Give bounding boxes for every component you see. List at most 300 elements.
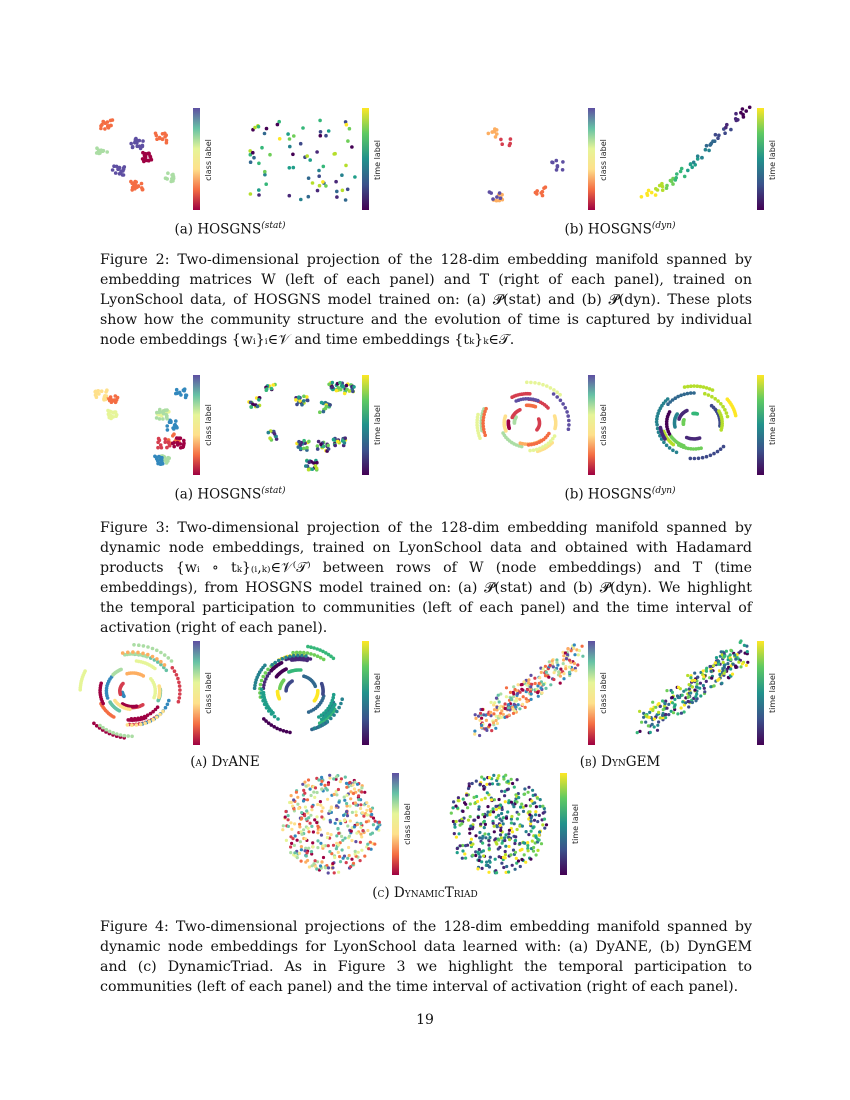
scatter-point <box>174 419 178 423</box>
scatter-point <box>317 169 321 173</box>
scatter-point <box>130 723 134 727</box>
scatter-point <box>717 134 721 138</box>
scatter-point <box>313 653 317 657</box>
scatter-point <box>366 829 369 832</box>
scatter-point <box>141 652 145 656</box>
scatter-point <box>154 132 158 136</box>
scatter-point <box>541 691 544 694</box>
scatter-point <box>307 827 310 830</box>
scatter-point <box>113 410 117 414</box>
scatter-point <box>262 717 266 721</box>
scatter-point <box>350 858 353 861</box>
scatter-point <box>350 145 354 149</box>
scatter-point <box>146 653 150 657</box>
scatter-point <box>282 824 285 827</box>
scatter-point <box>549 683 552 686</box>
scatter-point <box>342 857 345 860</box>
scatter-point <box>499 833 502 836</box>
scatter-point <box>104 390 108 394</box>
scatter-point <box>544 687 547 690</box>
scatter-point <box>721 405 725 409</box>
scatter-point <box>346 139 350 143</box>
scatter-point <box>328 850 331 853</box>
time-colorbar <box>757 108 764 210</box>
scatter-point <box>705 670 708 673</box>
scatter-point <box>299 142 303 146</box>
scatter-point <box>273 432 277 436</box>
scatter-point <box>340 697 344 701</box>
fig3-subcaption-b-text: (b) HOSGNS <box>564 486 652 503</box>
scatter-point <box>565 410 569 414</box>
scatter-plot <box>93 387 188 466</box>
scatter-point <box>320 834 323 837</box>
scatter-point <box>289 845 292 848</box>
scatter-point <box>332 657 336 661</box>
scatter-point <box>488 190 492 194</box>
scatter-point <box>490 701 493 704</box>
scatter-point <box>328 403 332 407</box>
scatter-point <box>502 866 505 869</box>
scatter-point <box>265 387 269 391</box>
scatter-point <box>532 448 536 452</box>
scatter-point <box>511 830 514 833</box>
fig4-caption-label: Figure 4: <box>100 919 169 935</box>
scatter-point <box>339 780 342 783</box>
scatter-point <box>479 823 482 826</box>
scatter-point <box>339 860 342 863</box>
scatter-point <box>309 657 313 661</box>
fig4-subcaption-c-text: (c) DynamicTriad <box>372 885 478 901</box>
scatter-point <box>533 819 536 822</box>
scatter-point <box>151 647 155 651</box>
scatter-point <box>725 411 729 415</box>
scatter-point <box>292 166 296 170</box>
scatter-point <box>322 658 326 662</box>
fig3b-svg <box>465 372 775 480</box>
scatter-point <box>300 848 303 851</box>
scatter-point <box>530 816 533 819</box>
scatter-point <box>683 385 687 389</box>
scatter-point <box>293 844 296 847</box>
scatter-point <box>464 844 467 847</box>
scatter-point <box>689 384 693 388</box>
scatter-point <box>509 697 512 700</box>
scatter-point <box>506 788 509 791</box>
scatter-point <box>361 811 364 814</box>
class-colorbar-label: class label <box>204 139 213 181</box>
class-colorbar <box>588 375 595 475</box>
scatter-point <box>297 445 301 449</box>
scatter-point <box>263 132 267 136</box>
scatter-point <box>545 823 548 826</box>
scatter-point <box>165 669 169 673</box>
scatter-point <box>353 175 357 179</box>
scatter-point <box>675 412 679 416</box>
scatter-point <box>523 853 526 856</box>
scatter-point <box>679 394 683 398</box>
scatter-point <box>157 455 161 459</box>
scatter-point <box>345 802 348 805</box>
scatter-point <box>667 703 670 706</box>
scatter-plot <box>655 384 738 460</box>
scatter-point <box>181 446 185 450</box>
scatter-point <box>151 718 155 722</box>
scatter-point <box>739 665 742 668</box>
scatter-point <box>559 675 562 678</box>
scatter-point <box>515 699 518 702</box>
scatter-point <box>290 794 293 797</box>
scatter-point <box>552 678 555 681</box>
scatter-point <box>524 706 527 709</box>
scatter-point <box>352 385 356 389</box>
scatter-point <box>343 799 346 802</box>
scatter-point <box>476 800 479 803</box>
scatter-point <box>686 674 689 677</box>
scatter-point <box>367 805 370 808</box>
scatter-point <box>722 445 726 449</box>
scatter-point <box>699 385 703 389</box>
scatter-point <box>165 141 169 145</box>
scatter-point <box>476 867 479 870</box>
scatter-point <box>101 726 105 730</box>
scatter-point <box>99 127 103 131</box>
scatter-point <box>308 158 312 162</box>
scatter-point <box>309 788 312 791</box>
scatter-point <box>519 865 522 868</box>
scatter-point <box>102 149 106 153</box>
scatter-point <box>559 668 562 671</box>
scatter-point <box>305 851 308 854</box>
scatter-point <box>355 814 358 817</box>
scatter-point <box>544 665 547 668</box>
scatter-point <box>331 381 335 385</box>
scatter-point <box>309 822 312 825</box>
scatter-point <box>717 678 720 681</box>
class-colorbar-label: class label <box>599 404 608 446</box>
scatter-point <box>333 856 336 859</box>
scatter-point <box>291 153 295 157</box>
scatter-point <box>505 695 508 698</box>
time-colorbar <box>362 108 369 210</box>
scatter-point <box>111 168 115 172</box>
scatter-point <box>332 777 335 780</box>
scatter-point <box>562 672 565 675</box>
scatter-point <box>152 696 156 700</box>
scatter-point <box>260 146 264 150</box>
scatter-point <box>134 138 138 142</box>
scatter-point <box>163 440 167 444</box>
scatter-plot <box>281 774 381 875</box>
class-colorbar-label: class label <box>204 404 213 446</box>
scatter-point <box>155 137 159 141</box>
scatter-point <box>105 150 109 154</box>
scatter-point <box>313 699 317 703</box>
scatter-point <box>473 796 476 799</box>
scatter-point <box>177 681 181 685</box>
scatter-point <box>453 832 456 835</box>
scatter-point <box>536 820 539 823</box>
fig4c-svg <box>270 770 580 880</box>
scatter-point <box>524 861 527 864</box>
scatter-point <box>703 687 706 690</box>
scatter-point <box>499 824 502 827</box>
scatter-point <box>135 723 139 727</box>
scatter-point <box>675 172 679 176</box>
scatter-point <box>148 154 152 158</box>
scatter-point <box>707 393 711 397</box>
scatter-point <box>520 848 523 851</box>
scatter-point <box>492 703 495 706</box>
scatter-point <box>694 695 697 698</box>
scatter-point <box>105 728 109 732</box>
scatter-point <box>257 162 261 166</box>
scatter-point <box>108 700 112 704</box>
scatter-point <box>519 441 523 445</box>
scatter-point <box>541 194 545 198</box>
scatter-point <box>106 125 110 129</box>
scatter-point <box>113 699 117 703</box>
scatter-point <box>467 819 470 822</box>
scatter-point <box>530 830 533 833</box>
scatter-point <box>538 834 541 837</box>
scatter-point <box>341 385 345 389</box>
scatter-point <box>335 834 338 837</box>
scatter-point <box>543 827 546 830</box>
fig2b-svg <box>465 105 775 217</box>
scatter-point <box>290 842 293 845</box>
scatter-point <box>492 712 495 715</box>
scatter-point <box>659 705 662 708</box>
scatter-point <box>692 391 696 395</box>
scatter-point <box>500 142 504 146</box>
scatter-point <box>507 706 510 709</box>
scatter-point <box>480 717 483 720</box>
scatter-point <box>478 805 481 808</box>
scatter-point <box>508 838 511 841</box>
scatter-point <box>334 180 338 184</box>
scatter-point <box>558 393 562 397</box>
fig2a-svg <box>70 105 380 217</box>
scatter-point <box>486 864 489 867</box>
scatter-point <box>157 437 161 441</box>
scatter-point <box>496 825 499 828</box>
scatter-point <box>495 871 498 874</box>
scatter-point <box>521 825 524 828</box>
scatter-point <box>111 731 115 735</box>
scatter-point <box>307 468 311 472</box>
scatter-point <box>666 397 670 401</box>
scatter-point <box>101 120 105 124</box>
scatter-point <box>458 819 461 822</box>
scatter-point <box>656 724 659 727</box>
scatter-point <box>527 849 530 852</box>
scatter-point <box>100 389 104 393</box>
fig3-panel-b-plot <box>465 372 775 480</box>
scatter-point <box>326 832 329 835</box>
scatter-point <box>319 864 322 867</box>
scatter-point <box>523 787 526 790</box>
scatter-point <box>266 668 270 672</box>
scatter-point <box>452 806 455 809</box>
scatter-point <box>320 401 324 405</box>
scatter-point <box>307 778 310 781</box>
scatter-point <box>686 385 690 389</box>
scatter-point <box>668 446 672 450</box>
scatter-point <box>693 672 696 675</box>
scatter-point <box>156 446 160 450</box>
scatter-point <box>499 138 503 142</box>
scatter-point <box>729 653 732 656</box>
scatter-point <box>515 857 518 860</box>
scatter-point <box>498 700 501 703</box>
scatter-point <box>354 840 357 843</box>
scatter-point <box>285 730 289 734</box>
scatter-point <box>716 399 720 403</box>
scatter-point <box>529 685 532 688</box>
scatter-point <box>284 667 288 671</box>
scatter-point <box>708 665 711 668</box>
scatter-point <box>450 812 453 815</box>
scatter-point <box>348 805 351 808</box>
scatter-point <box>286 132 290 136</box>
scatter-point <box>523 793 526 796</box>
scatter-point <box>331 386 335 390</box>
scatter-point <box>453 823 456 826</box>
scatter-point <box>346 814 349 817</box>
scatter-point <box>321 180 325 184</box>
scatter-point <box>366 813 369 816</box>
scatter-point <box>512 691 515 694</box>
scatter-point <box>478 734 481 737</box>
scatter-point <box>514 868 517 871</box>
scatter-point <box>346 857 349 860</box>
scatter-point <box>461 857 464 860</box>
scatter-point <box>545 671 548 674</box>
scatter-point <box>324 184 328 188</box>
scatter-point <box>472 819 475 822</box>
page-number: 19 <box>416 1012 434 1028</box>
scatter-point <box>262 683 266 687</box>
scatter-point <box>310 808 313 811</box>
scatter-point <box>320 788 323 791</box>
scatter-point <box>527 791 530 794</box>
scatter-point <box>510 815 513 818</box>
scatter-point <box>95 395 99 399</box>
time-colorbar-label: time label <box>373 140 382 180</box>
scatter-point <box>141 144 145 148</box>
scatter-point <box>680 706 683 709</box>
scatter-point <box>140 182 144 186</box>
fig4-panel-b-plot <box>465 638 775 750</box>
scatter-point <box>539 798 542 801</box>
scatter-point <box>723 655 726 658</box>
scatter-plot <box>640 106 752 199</box>
scatter-point <box>312 791 315 794</box>
scatter-point <box>664 716 667 719</box>
scatter-point <box>270 663 274 667</box>
scatter-point <box>313 726 317 730</box>
scatter-point <box>267 431 271 435</box>
fig2-subcaption-a <box>80 221 380 238</box>
scatter-point <box>701 456 705 460</box>
scatter-point <box>718 673 721 676</box>
scatter-point <box>482 416 486 420</box>
scatter-point <box>307 847 310 850</box>
scatter-point <box>493 830 496 833</box>
scatter-point <box>332 713 336 717</box>
scatter-point <box>371 832 374 835</box>
scatter-point <box>299 198 303 202</box>
scatter-point <box>542 812 545 815</box>
scatter-point <box>532 850 535 853</box>
scatter-point <box>483 832 486 835</box>
scatter-point <box>731 673 734 676</box>
scatter-point <box>285 839 288 842</box>
scatter-point <box>282 729 286 733</box>
scatter-point <box>354 850 357 853</box>
scatter-point <box>454 805 457 808</box>
scatter-point <box>496 783 499 786</box>
scatter-point <box>292 654 296 658</box>
scatter-point <box>542 667 545 670</box>
scatter-point <box>178 688 182 692</box>
scatter-point <box>302 799 305 802</box>
scatter-point <box>670 179 674 183</box>
scatter-point <box>685 436 689 440</box>
scatter-point <box>356 783 359 786</box>
scatter-point <box>148 720 152 724</box>
scatter-point <box>561 160 565 164</box>
scatter-point <box>507 801 510 804</box>
time-colorbar <box>757 641 764 745</box>
scatter-point <box>336 440 340 444</box>
scatter-point <box>567 423 571 427</box>
scatter-point <box>163 653 167 657</box>
scatter-point <box>306 399 310 403</box>
scatter-point <box>363 855 366 858</box>
scatter-point <box>464 857 467 860</box>
scatter-point <box>319 842 322 845</box>
scatter-point <box>335 195 339 199</box>
scatter-point <box>703 392 707 396</box>
scatter-point <box>513 822 516 825</box>
scatter-point <box>151 655 155 659</box>
scatter-point <box>529 804 532 807</box>
scatter-point <box>642 716 645 719</box>
scatter-point <box>644 721 647 724</box>
scatter-point <box>654 193 658 197</box>
scatter-point <box>682 690 685 693</box>
scatter-point <box>334 822 337 825</box>
scatter-point <box>304 654 308 658</box>
scatter-point <box>689 457 693 461</box>
scatter-point <box>302 828 305 831</box>
scatter-point <box>110 414 114 418</box>
scatter-point <box>491 782 494 785</box>
scatter-point <box>562 677 565 680</box>
scatter-point <box>659 426 663 430</box>
scatter-point <box>544 674 547 677</box>
scatter-point <box>549 386 553 390</box>
scatter-point <box>543 818 546 821</box>
scatter-point <box>518 707 521 710</box>
scatter-point <box>143 157 147 161</box>
scatter-point <box>529 858 532 861</box>
scatter-point <box>691 701 694 704</box>
scatter-point <box>469 825 472 828</box>
scatter-point <box>578 649 581 652</box>
scatter-point <box>163 663 167 667</box>
